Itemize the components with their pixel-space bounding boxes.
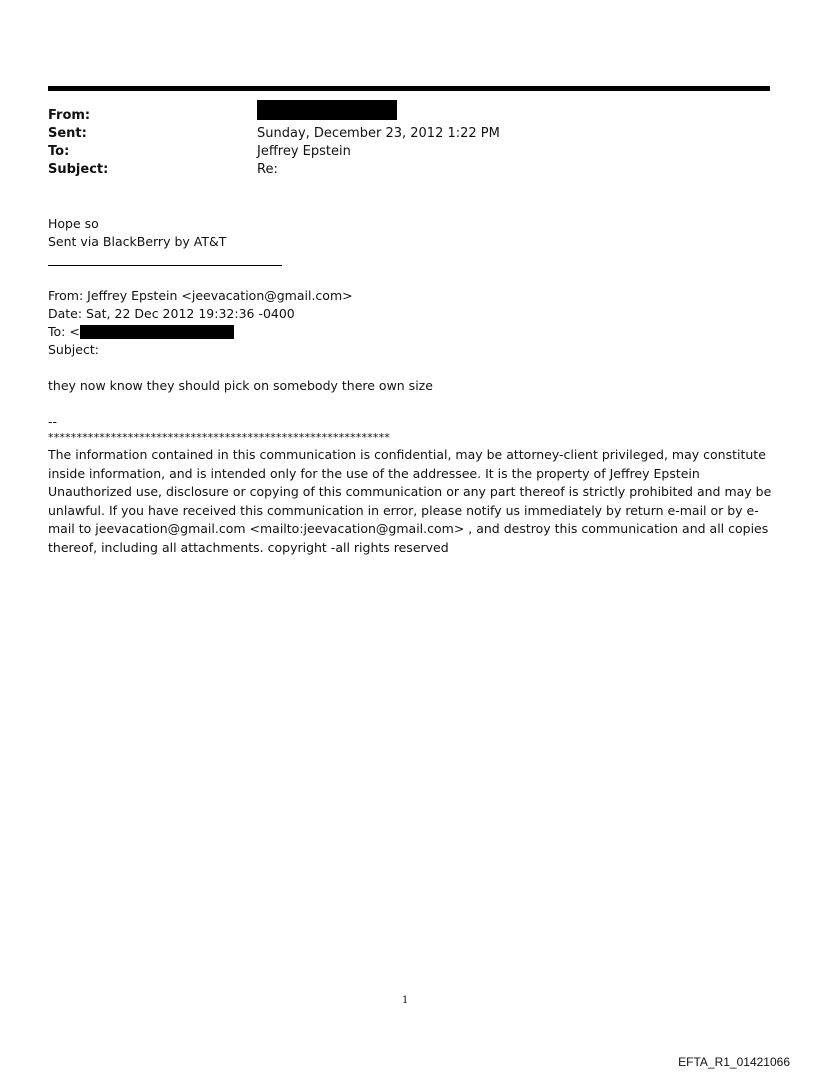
sent-value: Sunday, December 23, 2012 1:22 PM [257, 126, 500, 141]
redaction-box [257, 100, 397, 120]
email-header [48, 107, 500, 179]
quoted-subject-line: Subject: [48, 342, 99, 357]
header-top-rule [48, 86, 770, 91]
subject-value: Re: [257, 162, 278, 177]
signature-dashes: -- [48, 414, 58, 429]
to-row [48, 143, 500, 161]
redaction-box [80, 325, 234, 339]
bates-number: EFTA_R1_01421066 [678, 1055, 790, 1069]
page-number: 1 [402, 995, 409, 1006]
from-row [48, 107, 500, 125]
reply-line-2: Sent via BlackBerry by AT&T [48, 234, 227, 249]
quoted-message-body: they now know they should pick on somebody there own size [48, 378, 433, 393]
subject-label: Subject: [48, 162, 109, 177]
quoted-to-prefix: To: < [48, 324, 80, 339]
subject-row [48, 161, 500, 179]
to-value: Jeffrey Epstein [257, 144, 351, 159]
to-label: To: [48, 144, 70, 159]
quoted-to-line [48, 323, 234, 341]
from-value [257, 107, 397, 125]
from-label: From: [48, 108, 91, 123]
confidentiality-disclaimer: The information contained in this communication is confidential, may be attorney-client privileged, may constitute inside information, and is intended only for the use of the addressee. It is the property of Jeffrey Epstein Unauthorized use, disclosure or copying of this communication or any part thereof is strictly prohibited and may be unlawful. If you have received this communication in error, please notify us immediately by return e-mail or by e-mail to jeevacation@gmail.com <mailto:jeevacation@gmail.com> , and destroy this communication and all copies thereof, including all attachments. copyright -all rights reserved [48, 447, 772, 555]
quoted-from-line: From: Jeffrey Epstein <jeevacation@gmail.com> [48, 288, 353, 303]
quoted-date-line: Date: Sat, 22 Dec 2012 19:32:36 -0400 [48, 306, 295, 321]
quote-separator-rule [48, 265, 282, 266]
reply-line-1: Hope so [48, 216, 99, 231]
signature-asterisks: ************************************************************ [48, 431, 390, 444]
sent-label: Sent: [48, 126, 87, 141]
sent-row [48, 125, 500, 143]
